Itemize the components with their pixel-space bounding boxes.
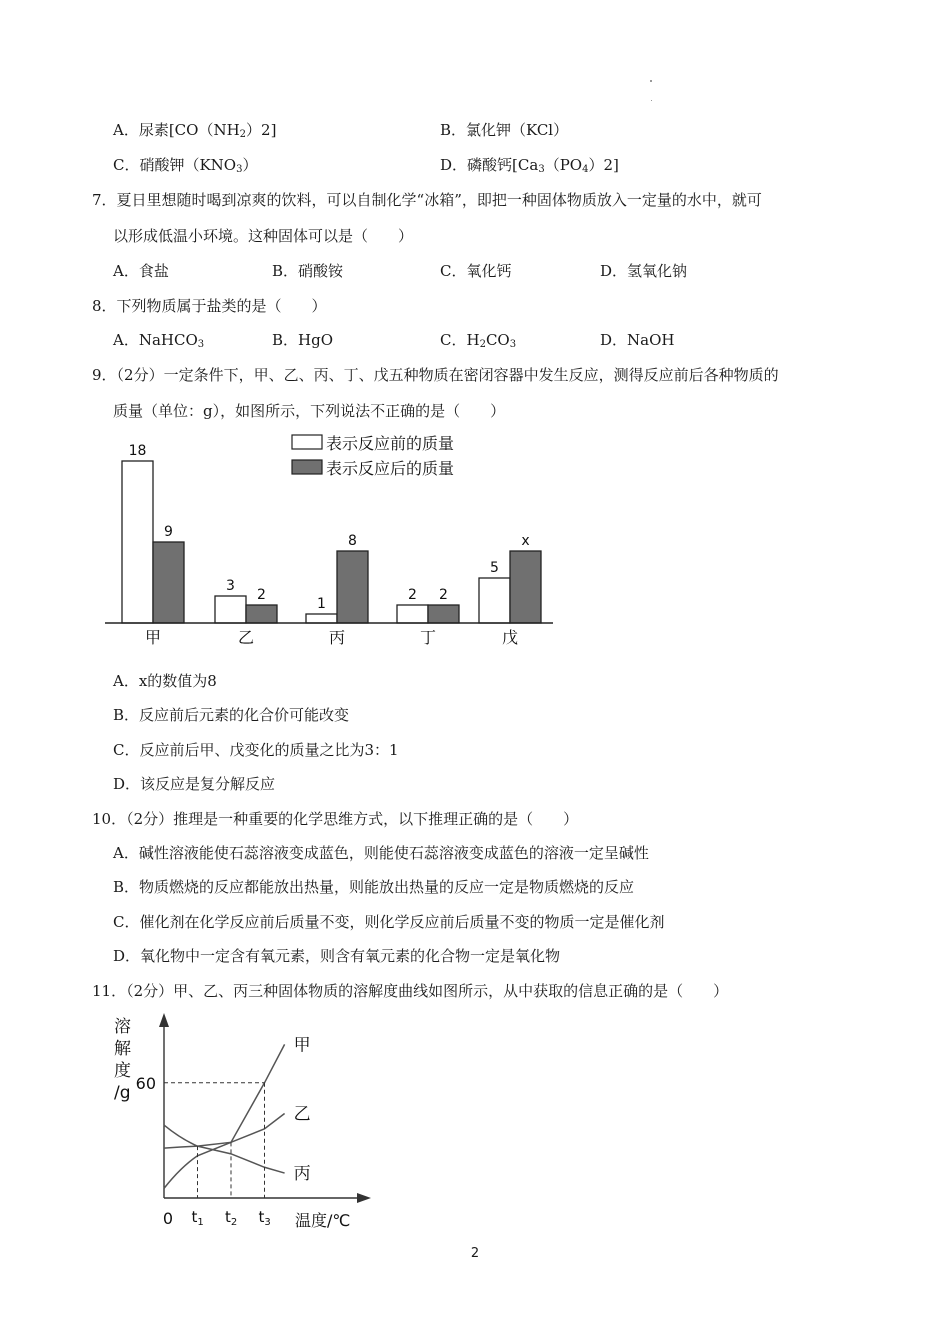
q9-option-a[interactable]: A．x的数值为8 — [113, 672, 217, 690]
bar-戊-after — [510, 551, 541, 623]
q9-option-b[interactable]: B．反应前后元素的化合价可能改变 — [113, 706, 350, 724]
bar-乙-before — [215, 596, 246, 623]
q6-option-a[interactable]: A．尿素$[CO(NH_2)2]$ — [113, 121, 277, 140]
legend-label: 表示反应前的质量 — [326, 434, 455, 453]
q8-option-b[interactable]: B．HgO — [272, 331, 334, 349]
q8-option-a[interactable]: A．NaHCO$_3$ — [113, 331, 205, 350]
q9-option-c[interactable]: C．反应前后甲、戊变化的质量之比为3：1 — [113, 741, 399, 759]
bar-丙-after — [337, 551, 368, 623]
q7-option-b[interactable]: B．硝酸铵 — [272, 262, 344, 280]
q9-option-d[interactable]: D．该反应是复分解反应 — [113, 775, 276, 793]
curve-label: 甲 — [293, 1035, 311, 1056]
origin-label: 0 — [162, 1209, 174, 1228]
bar-丙-before — [306, 614, 337, 623]
bar-data-label: 1 — [317, 596, 326, 612]
category-label: 戊 — [501, 628, 519, 647]
bar-戊-before — [479, 578, 510, 623]
q6-option-b[interactable]: B．氯化钾（KCl） — [440, 121, 569, 139]
x-tick-label: $t_1$ — [191, 1208, 204, 1228]
bar-data-label: 8 — [348, 533, 357, 549]
x-axis-label: 温度/℃ — [295, 1211, 351, 1230]
q10-stem: 10．（2分）推理是一种重要的化学思维方式，以下推理正确的是（ ） — [92, 810, 579, 828]
q6-option-c[interactable]: C．硝酸钾$(KNO_3)$ — [113, 156, 258, 175]
bar-丁-after — [428, 605, 459, 623]
category-label: 丁 — [419, 628, 437, 647]
bar-data-label: 2 — [439, 587, 448, 603]
y-axis-label-char: /g — [114, 1083, 131, 1103]
bar-甲-before — [122, 461, 153, 623]
bar-乙-after — [246, 605, 277, 623]
y-axis-label-char: 度 — [114, 1061, 131, 1081]
bar-data-label: 5 — [490, 560, 499, 576]
curve-乙 — [164, 1114, 285, 1149]
q8-stem: 8．下列物质属于盐类的是（ ） — [92, 297, 327, 315]
q10-option-a[interactable]: A．碱性溶液能使石蕊溶液变成蓝色，则能使石蕊溶液变成蓝色的溶液一定呈碱性 — [113, 844, 649, 862]
legend-label: 表示反应后的质量 — [326, 459, 455, 478]
bar-甲-after — [153, 542, 184, 623]
y-axis-label-char: 解 — [114, 1039, 131, 1059]
y-axis-arrow — [159, 1013, 169, 1027]
y-axis-label-char: 溶 — [114, 1017, 131, 1037]
q7-option-c[interactable]: C．氧化钙 — [440, 262, 512, 280]
q6-option-d[interactable]: D．磷酸钙$[Ca_3(PO_4)2]$ — [440, 156, 619, 175]
bar-data-label: 3 — [226, 578, 235, 594]
q7-stem-line1: 7．夏日里想随时喝到凉爽的饮料，可以自制化学“冰箱”，即把一种固体物质放入一定量的水中，就可 — [92, 191, 762, 209]
bar-丁-before — [397, 605, 428, 623]
x-axis-arrow — [357, 1193, 371, 1203]
solubility-chart — [105, 1005, 395, 1235]
y-tick-label: 60 — [135, 1073, 156, 1093]
bar-data-label: x — [521, 533, 530, 549]
q8-option-c[interactable]: C．$H_2CO_3$ — [440, 331, 517, 350]
x-tick-label: $t_3$ — [258, 1208, 271, 1228]
q11-stem: 11．（2分）甲、乙、丙三种固体物质的溶解度曲线如图所示，从中获取的信息正确的是（ ） — [92, 982, 729, 1000]
bar-data-label: 2 — [408, 587, 417, 603]
q7-stem-line2: 以形成低温小环境。这种固体可以是（ ） — [113, 227, 414, 245]
bar-chart — [105, 430, 565, 650]
category-label: 乙 — [237, 628, 255, 647]
q7-option-a[interactable]: A．食盐 — [113, 262, 169, 280]
curve-label: 乙 — [293, 1104, 311, 1125]
q7-option-d[interactable]: D．氢氧化钠 — [600, 262, 688, 280]
q10-option-b[interactable]: B．物质燃烧的反应都能放出热量，则能放出热量的反应一定是物质燃烧的反应 — [113, 878, 635, 896]
decorative-dot — [650, 80, 652, 82]
x-tick-label: $t_2$ — [225, 1208, 238, 1228]
page-number: 2 — [470, 1246, 480, 1261]
q10-option-c[interactable]: C．催化剂在化学反应前后质量不变，则化学反应前后质量不变的物质一定是催化剂 — [113, 913, 665, 931]
category-label: 甲 — [144, 628, 162, 647]
bar-data-label: 9 — [164, 524, 173, 540]
curve-丙 — [164, 1125, 285, 1173]
decorative-dot — [651, 100, 652, 101]
bar-data-label: 18 — [128, 443, 147, 459]
q9-stem-line1: 9．（2分）一定条件下，甲、乙、丙、丁、戊五种物质在密闭容器中发生反应，测得反应前后各种物质的 — [92, 366, 779, 384]
curve-甲 — [164, 1044, 285, 1188]
curve-label: 丙 — [293, 1164, 311, 1185]
q8-option-d[interactable]: D．NaOH — [600, 331, 675, 349]
q9-stem-line2: 质量（单位：g），如图所示，下列说法不正确的是（ ） — [113, 402, 506, 420]
legend-swatch — [292, 435, 322, 449]
q10-option-d[interactable]: D．氧化物中一定含有氧元素，则含有氧元素的化合物一定是氧化物 — [113, 947, 561, 965]
category-label: 丙 — [328, 628, 346, 647]
bar-data-label: 2 — [257, 587, 266, 603]
legend-swatch — [292, 460, 322, 474]
